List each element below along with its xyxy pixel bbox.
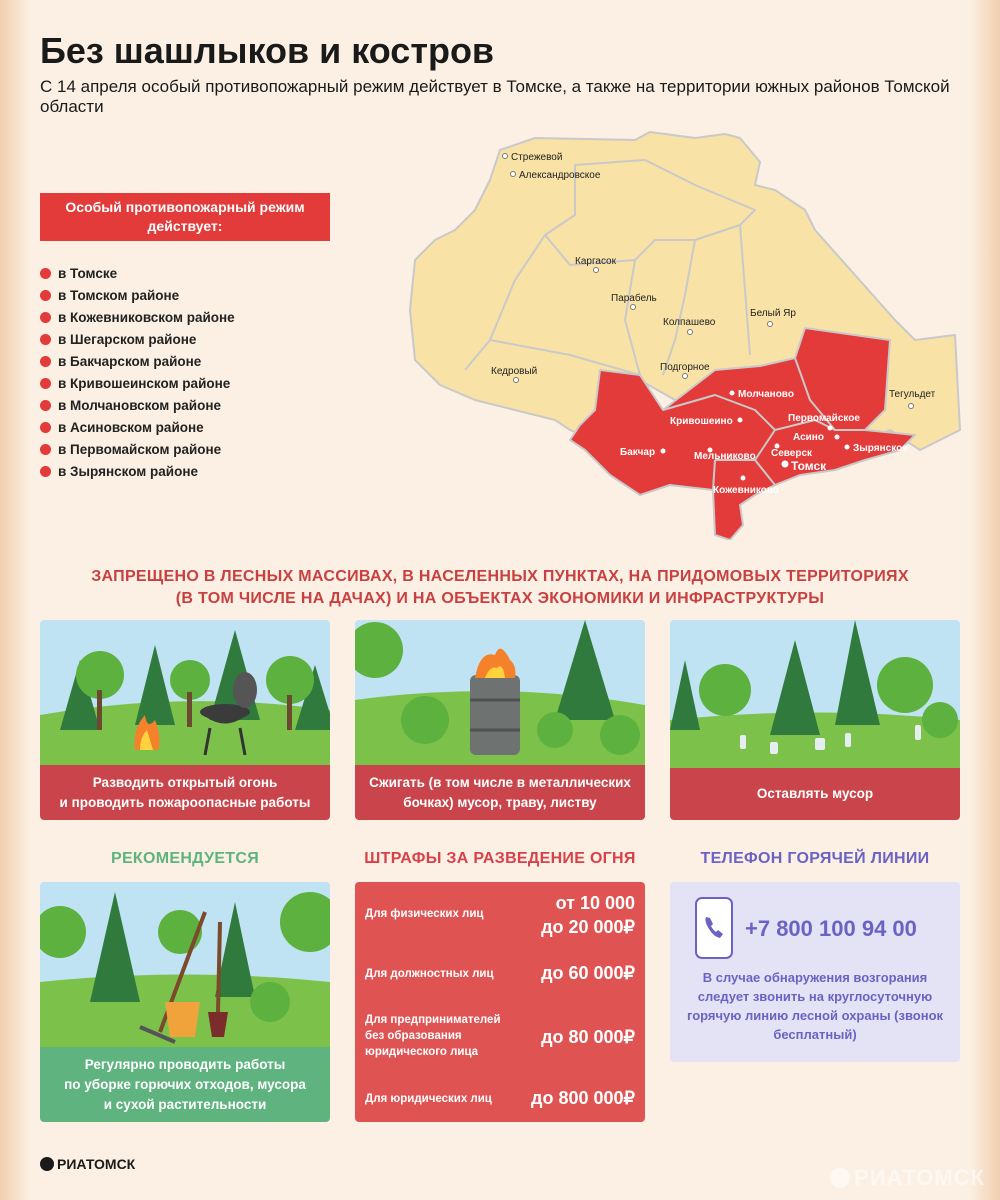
list-item: в Асиновском районе [40, 416, 235, 438]
svg-text:Тегульдет: Тегульдет [889, 389, 936, 400]
ban-card-litter [670, 620, 960, 820]
ban-card-caption: Оставлять мусор [670, 768, 960, 820]
fines-heading: ШТРАФЫ ЗА РАЗВЕДЕНИЕ ОГНЯ [364, 850, 636, 867]
svg-text:Северск: Северск [771, 448, 813, 459]
phone-icon [695, 897, 733, 959]
ban-card-caption: Сжигать (в том числе в металлических бочках) мусор, траву, листву [355, 765, 645, 820]
svg-text:Каргасок: Каргасок [575, 256, 616, 267]
cleanup-illustration [40, 882, 330, 1047]
page-title: Без шашлыков и костров [40, 30, 495, 71]
hotline-phone[interactable]: +7 800 100 94 00 [745, 916, 917, 941]
bullet-icon [40, 444, 51, 455]
logo-mark-icon [40, 1157, 54, 1171]
svg-text:Молчаново: Молчаново [738, 389, 794, 400]
svg-text:Александровское: Александровское [519, 170, 601, 181]
svg-text:Подгорное: Подгорное [660, 362, 710, 373]
svg-text:Кривошеино: Кривошеино [670, 416, 733, 427]
burning-barrel-illustration [355, 620, 645, 765]
ban-card-burning [355, 620, 645, 820]
city-zyryanskoe [845, 443, 909, 454]
svg-text:Мельниково: Мельниково [694, 451, 756, 462]
svg-text:Зырянское: Зырянское [853, 443, 908, 454]
bullet-icon [40, 356, 51, 367]
barrel-icon [470, 675, 520, 755]
city-strezhevoy [503, 152, 563, 163]
watermark: РИАТОМСК [830, 1165, 985, 1191]
fines-panel: Для физических лиц от 10 000 до 20 000₽ Для должностных лиц до 60 000₽ Для предпринимателей без образования юридического лица до 80 000₽ Для юридических лиц до 800 000₽ [355, 882, 645, 1122]
forest-fire-illustration [40, 620, 330, 765]
svg-text:Первомайское: Первомайское [788, 413, 860, 424]
bullet-icon [40, 422, 51, 433]
city-molchanovo [730, 389, 794, 400]
svg-text:Парабель: Парабель [611, 293, 657, 304]
list-item: в Первомайском районе [40, 438, 235, 460]
bullet-icon [40, 378, 51, 389]
svg-text:Белый Яр: Белый Яр [750, 308, 796, 319]
svg-text:Томск: Томск [791, 459, 827, 473]
bucket-icon [165, 1002, 200, 1037]
bullet-icon [40, 312, 51, 323]
bullet-icon [40, 466, 51, 477]
tomsk-region-map [395, 130, 975, 540]
list-item: в Томске [40, 262, 235, 284]
svg-text:Кедровый: Кедровый [491, 366, 538, 377]
regime-heading: Особый противопожарный режим действует: [40, 193, 330, 241]
recommended-caption: Регулярно проводить работы по уборке горючих отходов, мусора и сухой растительности [40, 1047, 330, 1122]
svg-text:Стрежевой: Стрежевой [511, 152, 563, 163]
regime-list [40, 262, 235, 482]
svg-text:Асино: Асино [793, 432, 824, 443]
hotline-heading: ТЕЛЕФОН ГОРЯЧЕЙ ЛИНИИ [700, 850, 930, 867]
svg-text:Колпашево: Колпашево [663, 317, 716, 328]
page-subtitle: С 14 апреля особый противопожарный режим действует в Томске, а также на территории южных районов Томской области [40, 77, 950, 116]
bullet-icon [40, 290, 51, 301]
city-krivosheino [670, 416, 743, 427]
svg-text:Кожевниково: Кожевниково [713, 485, 780, 496]
list-item: в Молчановском районе [40, 394, 235, 416]
ban-card-fire [40, 620, 330, 820]
list-item: в Томском районе [40, 284, 235, 306]
list-item: в Бакчарском районе [40, 350, 235, 372]
hotline-description: В случае обнаружения возгорания следует звонить на круглосуточную горячую линию лесной охраны (звонок бесплатный) [686, 970, 944, 1042]
city-aleksandrovskoe [511, 170, 601, 181]
watermark-mark-icon [830, 1168, 850, 1188]
bullet-icon [40, 400, 51, 411]
list-item: в Шегарском районе [40, 328, 235, 350]
litter-illustration [670, 620, 960, 768]
recommended-card [40, 882, 330, 1122]
bullet-icon [40, 334, 51, 345]
ban-card-caption: Разводить открытый огонь и проводить пожароопасные работы [40, 765, 330, 820]
bans-heading: ЗАПРЕЩЕНО В ЛЕСНЫХ МАССИВАХ, В НАСЕЛЕННЫХ ПУНКТАХ, НА ПРИДОМОВЫХ ТЕРРИТОРИЯХ (В ТОМ ЧИСЛЕ НА ДАЧАХ) И НА ОБЪЕКТАХ ЭКОНОМИКИ И ИНФРАСТРУКТУРЫ [91, 568, 909, 607]
list-item: в Кривошеинском районе [40, 372, 235, 394]
ria-tomsk-logo: РИАТОМСК [40, 1156, 135, 1172]
svg-text:Бакчар: Бакчар [620, 447, 656, 458]
bullet-icon [40, 268, 51, 279]
recommended-heading: РЕКОМЕНДУЕТСЯ [110, 850, 260, 867]
list-item: в Зырянском районе [40, 460, 235, 482]
list-item: в Кожевниковском районе [40, 306, 235, 328]
